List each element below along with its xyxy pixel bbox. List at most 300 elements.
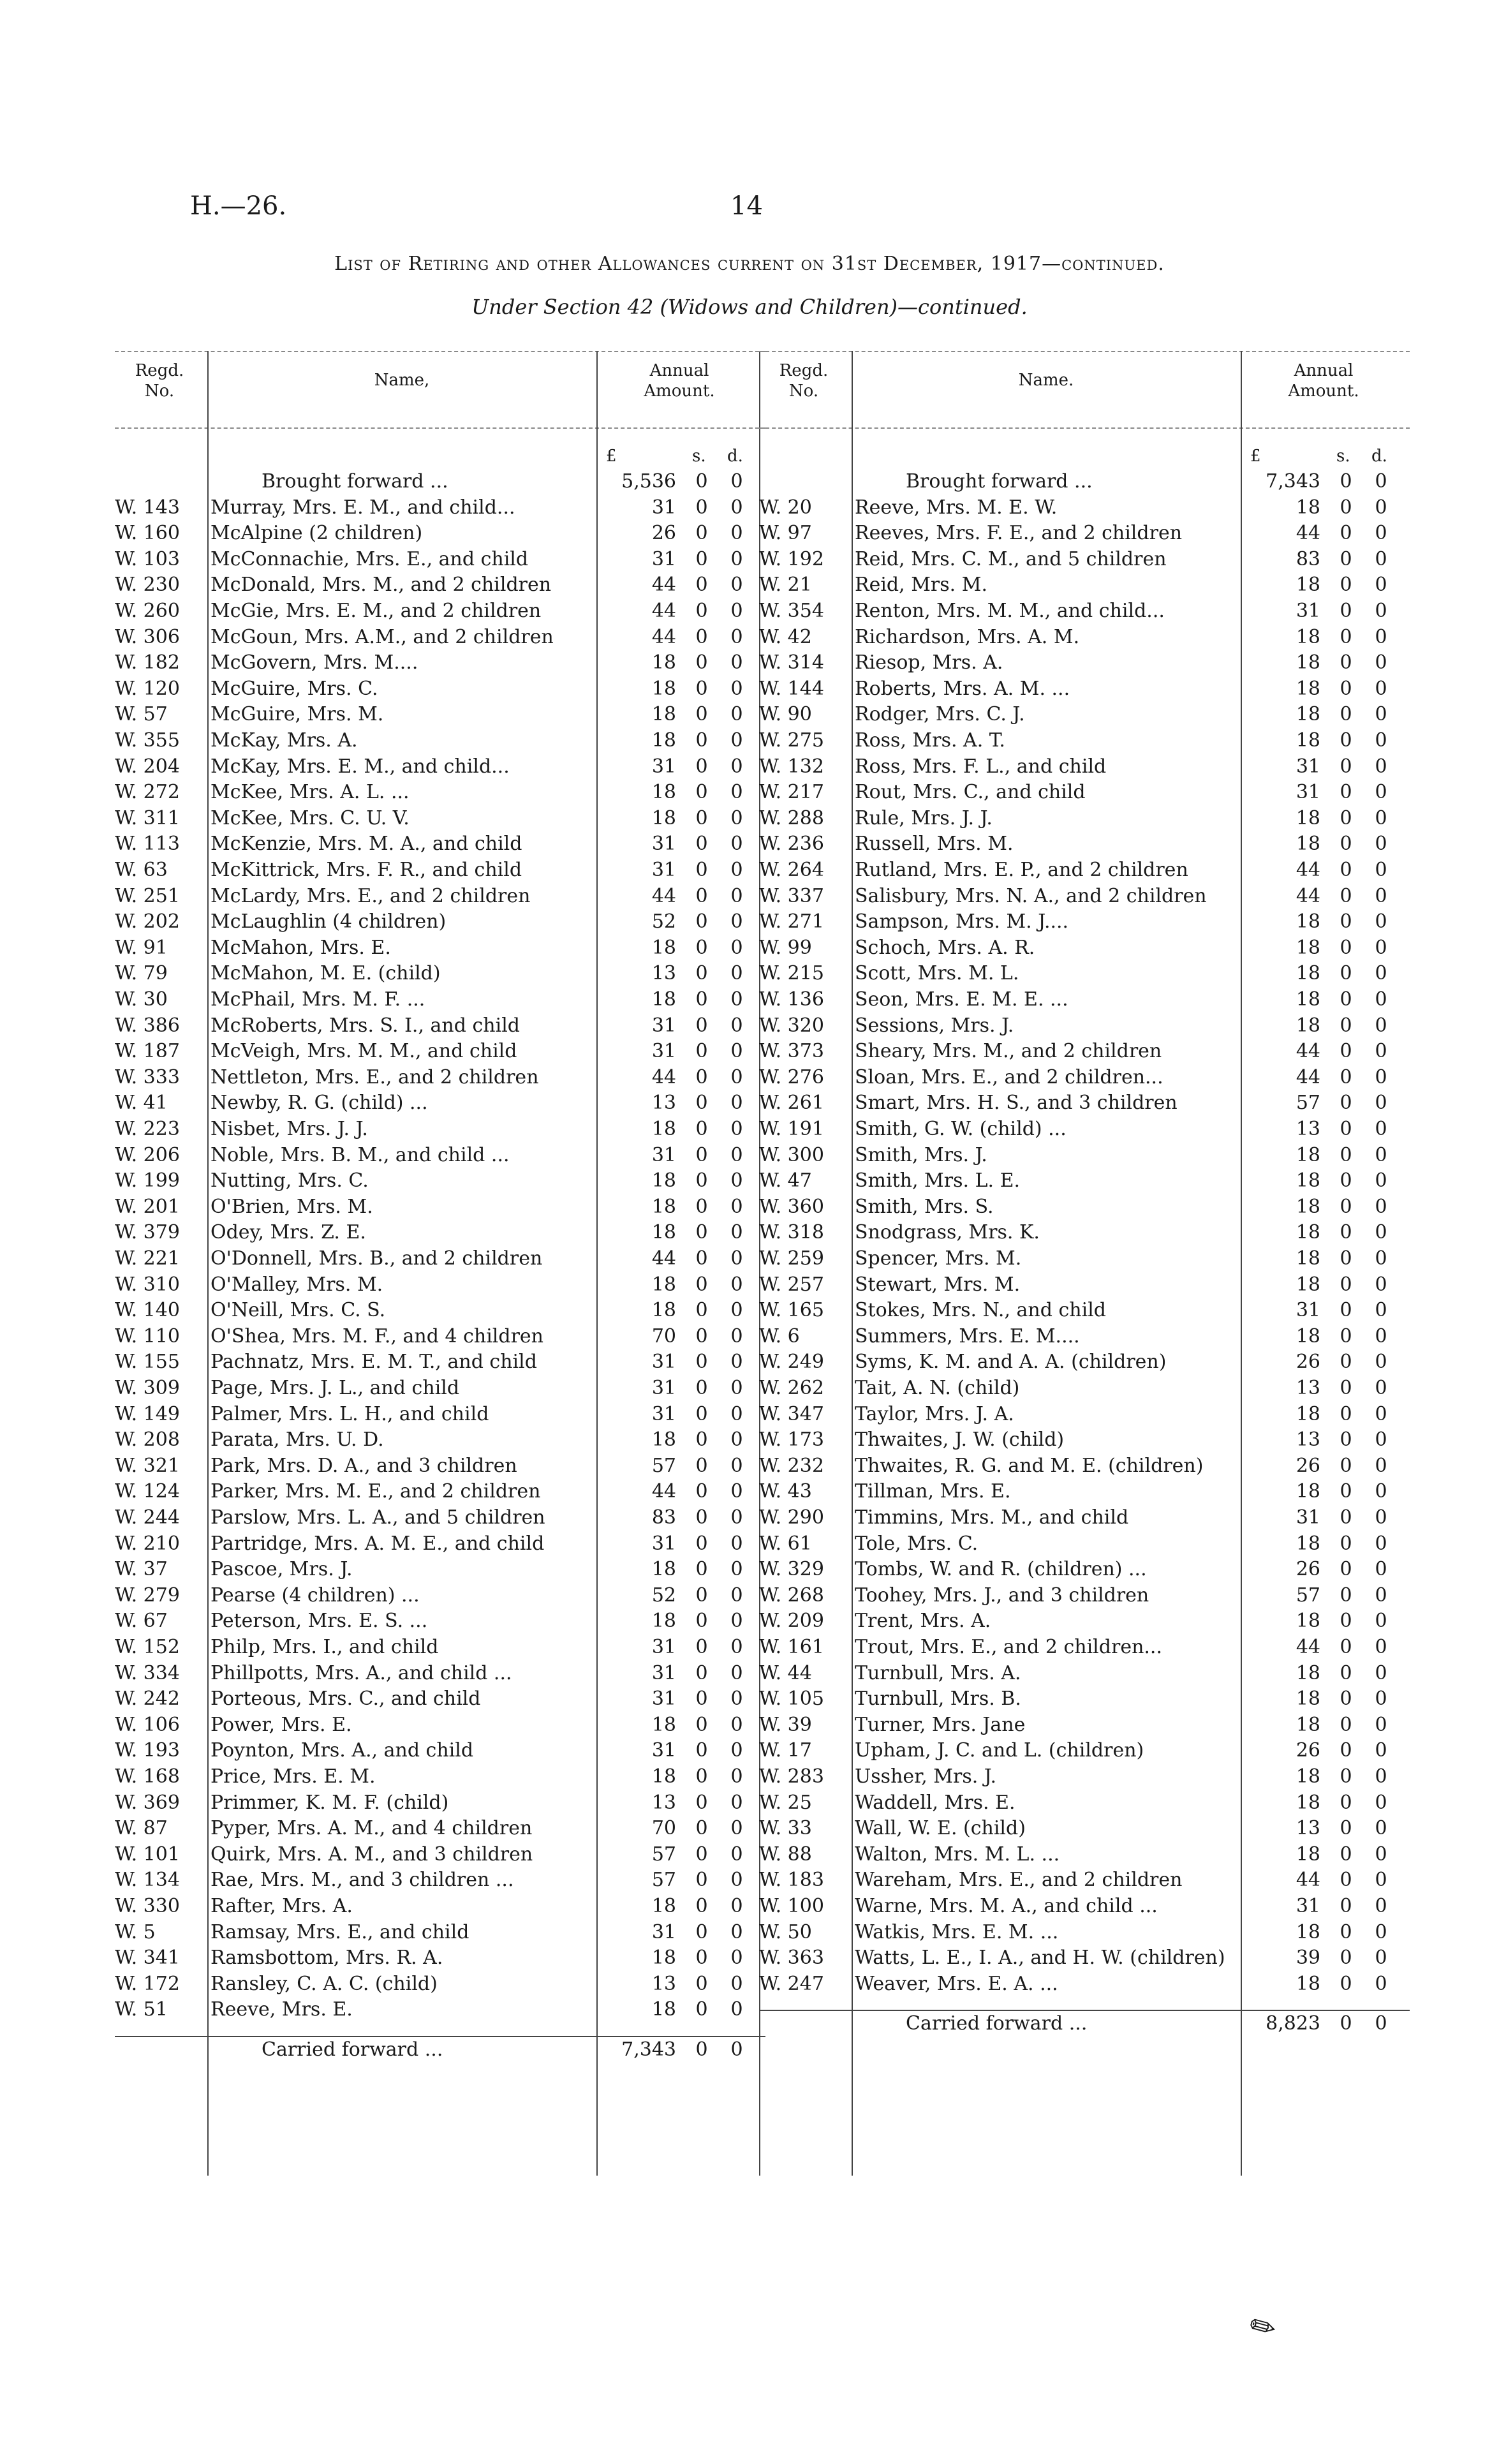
- amount-shillings: 0: [695, 1454, 708, 1477]
- amount-pence: 0: [1375, 1325, 1387, 1347]
- table-row: [115, 1790, 765, 1816]
- amount-pounds: 44: [1296, 522, 1320, 545]
- amount-shillings: 0: [1340, 806, 1352, 829]
- amount-shillings: 0: [695, 1040, 708, 1063]
- amount-pence: 0: [1375, 806, 1387, 829]
- amount-shillings: 0: [695, 1791, 708, 1814]
- allowee-name: Tait, A. N. (child): [855, 1377, 1020, 1399]
- amount-shillings: 0: [695, 1558, 708, 1581]
- amount-pence: 0: [730, 859, 743, 881]
- table-row: [115, 1505, 765, 1531]
- regd-number: W. 330: [115, 1895, 180, 1917]
- amount-pence: 0: [1375, 781, 1387, 804]
- amount-pounds: 18: [1296, 1402, 1320, 1425]
- regd-number: W. 320: [759, 1014, 824, 1037]
- allowee-name: Peterson, Mrs. E. S. ...: [210, 1610, 428, 1633]
- regd-number: W. 355: [115, 729, 180, 752]
- table-row: [115, 1712, 765, 1738]
- allowee-name: Turnbull, Mrs. B.: [855, 1688, 1021, 1711]
- table-row: [759, 1349, 1410, 1375]
- regd-number: W. 310: [115, 1273, 180, 1296]
- amount-shillings: 0: [695, 1688, 708, 1711]
- allowee-name: McGovern, Mrs. M....: [210, 651, 418, 674]
- regd-number: W. 363: [759, 1947, 824, 1970]
- amount-pounds: 13: [651, 1791, 676, 1814]
- allowee-name: O'Neill, Mrs. C. S.: [210, 1299, 386, 1322]
- pound-unit: £: [606, 447, 617, 466]
- regd-number: W. 79: [115, 962, 168, 985]
- amount-shillings: 0: [1340, 1325, 1352, 1347]
- amount-pence: 0: [730, 1843, 743, 1866]
- regd-number: W. 379: [115, 1221, 180, 1244]
- regd-number: W. 341: [115, 1947, 180, 1970]
- amount-pence: 0: [1375, 1972, 1387, 1995]
- amount-shillings: 0: [695, 1998, 708, 2021]
- allowee-name: Rule, Mrs. J. J.: [855, 806, 993, 829]
- table-row: [115, 1220, 765, 1245]
- regd-number: W. 249: [759, 1351, 824, 1374]
- allowee-name: Stewart, Mrs. M.: [855, 1273, 1021, 1296]
- table-row: [115, 1479, 765, 1504]
- allowee-name: Smith, Mrs. L. E.: [855, 1169, 1020, 1192]
- amount-pounds: 18: [1296, 574, 1320, 597]
- regd-number: W. 257: [759, 1273, 824, 1296]
- table-row: [115, 1816, 765, 1841]
- regd-number: W. 21: [759, 574, 812, 597]
- regd-number: W. 149: [115, 1402, 180, 1425]
- amount-shillings: 0: [1340, 1065, 1352, 1088]
- amount-pence: 0: [730, 574, 743, 597]
- amount-shillings: 0: [1340, 1584, 1352, 1607]
- table-row: [759, 650, 1410, 676]
- amount-pence: 0: [1375, 1947, 1387, 1970]
- amount-shillings: 0: [1340, 1661, 1352, 1684]
- amount-pence: 0: [1375, 1402, 1387, 1425]
- amount-shillings: 0: [1340, 1688, 1352, 1711]
- amount-pounds: 18: [1296, 1661, 1320, 1684]
- amount-shillings: 0: [695, 755, 708, 778]
- allowee-name: Ussher, Mrs. J.: [855, 1765, 997, 1788]
- allowee-name: Walton, Mrs. M. L. ...: [855, 1843, 1060, 1866]
- pence-unit: d.: [1371, 447, 1387, 466]
- regd-number: W. 155: [115, 1351, 180, 1374]
- regd-number: W. 204: [115, 755, 180, 778]
- table-row: [115, 1945, 765, 1971]
- amount-shillings: 0: [695, 522, 708, 545]
- amount-pounds: 31: [651, 547, 676, 570]
- amount-shillings: 0: [695, 1299, 708, 1322]
- amount-pence: 0: [1375, 1688, 1387, 1711]
- allowee-name: Turnbull, Mrs. A.: [855, 1661, 1021, 1684]
- carried-forward-label: Carried forward ...: [262, 2038, 443, 2061]
- table-row: [759, 676, 1410, 702]
- amount-pence: 0: [1375, 755, 1387, 778]
- amount-pence: 0: [1375, 1765, 1387, 1788]
- amount-pence: 0: [1375, 574, 1387, 597]
- amount-pounds: 31: [651, 1920, 676, 1943]
- amount-shillings: 0: [1340, 1299, 1352, 1322]
- amount-pence: 0: [730, 1014, 743, 1037]
- allowee-name: Rafter, Mrs. A.: [210, 1895, 353, 1917]
- amount-pounds: 18: [651, 1947, 676, 1970]
- table-row: [115, 987, 765, 1013]
- amount-pence: 0: [1375, 2012, 1387, 2035]
- regd-number: W. 33: [759, 1817, 812, 1840]
- amount-shillings: 0: [695, 806, 708, 829]
- amount-shillings: 0: [1340, 1636, 1352, 1658]
- amount-shillings: 0: [695, 1765, 708, 1788]
- amount-pence: 0: [730, 729, 743, 752]
- table-row: [759, 1608, 1410, 1634]
- amount-pence: 0: [730, 1325, 743, 1347]
- regd-number: W. 191: [759, 1118, 824, 1140]
- amount-shillings: 0: [1340, 1947, 1352, 1970]
- table-row: [759, 1168, 1410, 1194]
- allowee-name: Rout, Mrs. C., and child: [855, 781, 1086, 804]
- allowee-name: Riesop, Mrs. A.: [855, 651, 1003, 674]
- table-row: [115, 806, 765, 831]
- regd-number: W. 201: [115, 1195, 180, 1218]
- regd-number: W. 39: [759, 1713, 812, 1736]
- regd-number: W. 17: [759, 1739, 812, 1762]
- name-header: Name,: [374, 371, 430, 390]
- regd-number: W. 41: [115, 1092, 168, 1115]
- regd-number: W. 42: [759, 625, 812, 648]
- annual-amount-header: Annual Amount.: [644, 361, 715, 401]
- table-row: [759, 806, 1410, 831]
- regd-number: W. 221: [115, 1247, 180, 1270]
- amount-shillings: 0: [695, 470, 708, 493]
- allowee-name: McKee, Mrs. A. L. ...: [210, 781, 410, 804]
- amount-shillings: 0: [695, 625, 708, 648]
- amount-shillings: 0: [1340, 1480, 1352, 1503]
- amount-shillings: 0: [695, 962, 708, 985]
- amount-shillings: 0: [695, 1895, 708, 1917]
- amount-shillings: 0: [695, 1195, 708, 1218]
- allowee-name: McLardy, Mrs. E., and 2 children: [210, 884, 531, 907]
- table-row: [759, 909, 1410, 935]
- amount-shillings: 0: [695, 1584, 708, 1607]
- allowee-name: McGoun, Mrs. A.M., and 2 children: [210, 625, 554, 648]
- amount-shillings: 0: [695, 574, 708, 597]
- regd-number: W. 6: [759, 1325, 800, 1347]
- amount-shillings: 0: [1340, 1895, 1352, 1917]
- amount-pence: 0: [1375, 1221, 1387, 1244]
- amount-pounds: 31: [651, 1739, 676, 1762]
- name-header: Name.: [1018, 371, 1074, 390]
- amount-pounds: 70: [651, 1325, 676, 1347]
- amount-shillings: 0: [1340, 1143, 1352, 1166]
- amount-pence: 0: [730, 1299, 743, 1322]
- amount-pence: 0: [1375, 1454, 1387, 1477]
- amount-shillings: 0: [695, 1092, 708, 1115]
- regd-number: W. 354: [759, 600, 824, 622]
- amount-pounds: 18: [651, 703, 676, 726]
- amount-pounds: 18: [1296, 936, 1320, 959]
- table-row: [759, 1790, 1410, 1816]
- amount-shillings: 0: [1340, 1532, 1352, 1555]
- table-row: [759, 857, 1410, 883]
- allowee-name: Parata, Mrs. U. D.: [210, 1429, 384, 1451]
- amount-pence: 0: [1375, 859, 1387, 881]
- allowee-name: Primmer, K. M. F. (child): [210, 1791, 449, 1814]
- regd-number: W. 173: [759, 1429, 824, 1451]
- regd-number: W. 136: [759, 988, 824, 1011]
- amount-pence: 0: [1375, 1713, 1387, 1736]
- regd-number: W. 290: [759, 1506, 824, 1529]
- amount-shillings: 0: [695, 1143, 708, 1166]
- allowee-name: Pachnatz, Mrs. E. M. T., and child: [210, 1351, 537, 1374]
- allowee-name: Palmer, Mrs. L. H., and child: [210, 1402, 489, 1425]
- table-row: [759, 1894, 1410, 1919]
- regd-number: W. 199: [115, 1169, 180, 1192]
- amount-pounds: 18: [651, 1221, 676, 1244]
- table-row: [115, 728, 765, 753]
- amount-pence: 0: [730, 1947, 743, 1970]
- allowee-name: Snodgrass, Mrs. K.: [855, 1221, 1040, 1244]
- amount-shillings: 0: [1340, 470, 1352, 493]
- amount-pounds: 18: [651, 936, 676, 959]
- brought-forward-row: [115, 469, 765, 494]
- amount-shillings: 0: [1340, 522, 1352, 545]
- amount-shillings: 0: [695, 884, 708, 907]
- table-row: [759, 987, 1410, 1013]
- amount-pence: 0: [730, 1713, 743, 1736]
- amount-shillings: 0: [1340, 1920, 1352, 1943]
- regd-number: W. 369: [115, 1791, 180, 1814]
- amount-pence: 0: [730, 1454, 743, 1477]
- table-row: [759, 1246, 1410, 1272]
- amount-shillings: 0: [695, 1636, 708, 1658]
- amount-shillings: 0: [1340, 1040, 1352, 1063]
- allowee-name: Odey, Mrs. Z. E.: [210, 1221, 366, 1244]
- amount-pounds: 18: [1296, 1221, 1320, 1244]
- amount-pence: 0: [730, 1247, 743, 1270]
- regd-number: W. 386: [115, 1014, 180, 1037]
- allowee-name: Noble, Mrs. B. M., and child ...: [210, 1143, 510, 1166]
- regd-number: W. 210: [115, 1532, 180, 1555]
- allowee-name: Thwaites, J. W. (child): [855, 1429, 1065, 1451]
- allowee-name: McDonald, Mrs. M., and 2 children: [210, 574, 552, 597]
- amount-pounds: 13: [1296, 1118, 1320, 1140]
- amount-pounds: 18: [1296, 729, 1320, 752]
- amount-pounds: 18: [1296, 703, 1320, 726]
- amount-pounds: 44: [651, 574, 676, 597]
- table-row: [115, 1971, 765, 1997]
- table-row: [759, 521, 1410, 546]
- allowee-name: Reid, Mrs. C. M., and 5 children: [855, 547, 1167, 570]
- allowee-name: Roberts, Mrs. A. M. ...: [855, 677, 1070, 700]
- amount-pence: 0: [1375, 1429, 1387, 1451]
- amount-shillings: 0: [695, 1273, 708, 1296]
- amount-pounds: 26: [1296, 1351, 1320, 1374]
- amount-pence: 0: [1375, 1169, 1387, 1192]
- allowee-name: Ross, Mrs. A. T.: [855, 729, 1005, 752]
- amount-shillings: 0: [1340, 781, 1352, 804]
- amount-pounds: 5,536: [621, 470, 676, 493]
- allowee-name: McGie, Mrs. E. M., and 2 children: [210, 600, 542, 622]
- allowee-name: Taylor, Mrs. J. A.: [855, 1402, 1014, 1425]
- table-row: [759, 495, 1410, 521]
- amount-shillings: 0: [695, 1377, 708, 1399]
- amount-shillings: 0: [1340, 1195, 1352, 1218]
- amount-shillings: 0: [695, 1014, 708, 1037]
- regd-number: W. 90: [759, 703, 812, 726]
- regd-number: W. 47: [759, 1169, 812, 1192]
- amount-shillings: 0: [695, 1402, 708, 1425]
- amount-pounds: 26: [1296, 1558, 1320, 1581]
- amount-pounds: 83: [1296, 547, 1320, 570]
- allowee-name: McPhail, Mrs. M. F. ...: [210, 988, 425, 1011]
- table-row: [759, 1867, 1410, 1893]
- regd-number: W. 314: [759, 651, 824, 674]
- amount-shillings: 0: [695, 1972, 708, 1995]
- allowee-name: Nettleton, Mrs. E., and 2 children: [210, 1065, 539, 1088]
- table-row: [759, 702, 1410, 727]
- amount-shillings: 0: [695, 1947, 708, 1970]
- amount-pounds: 18: [651, 781, 676, 804]
- allowances-table-left: [115, 332, 765, 2176]
- amount-pounds: 83: [651, 1506, 676, 1529]
- table-row: [759, 1220, 1410, 1245]
- regd-number: W. 244: [115, 1506, 180, 1529]
- amount-pounds: 18: [1296, 1143, 1320, 1166]
- amount-pounds: 31: [1296, 755, 1320, 778]
- amount-pounds: 44: [1296, 1040, 1320, 1063]
- amount-pence: 0: [1375, 1065, 1387, 1088]
- table-row: [759, 572, 1410, 598]
- allowances-table-right: [759, 332, 1410, 2176]
- amount-pounds: 18: [651, 1558, 676, 1581]
- regd-number: W. 309: [115, 1377, 180, 1399]
- amount-shillings: 0: [695, 1713, 708, 1736]
- table-row: [759, 1298, 1410, 1323]
- table-row: [115, 1143, 765, 1168]
- table-row: [759, 728, 1410, 753]
- amount-pence: 0: [1375, 1040, 1387, 1063]
- amount-pence: 0: [730, 1065, 743, 1088]
- allowee-name: Trout, Mrs. E., and 2 children...: [855, 1636, 1163, 1658]
- allowee-name: Parslow, Mrs. L. A., and 5 children: [210, 1506, 545, 1529]
- amount-pounds: 31: [651, 1688, 676, 1711]
- table-top-rule: [759, 351, 1410, 352]
- amount-pence: 0: [730, 1273, 743, 1296]
- allowee-name: Pearse (4 children) ...: [210, 1584, 420, 1607]
- allowee-name: Syms, K. M. and A. A. (children): [855, 1351, 1167, 1374]
- amount-pence: 0: [730, 1195, 743, 1218]
- amount-pounds: 18: [1296, 651, 1320, 674]
- allowee-name: McConnachie, Mrs. E., and child: [210, 547, 529, 570]
- regd-number: W. 37: [115, 1558, 168, 1581]
- table-top-rule: [115, 351, 765, 352]
- regd-number: W. 172: [115, 1972, 180, 1995]
- amount-pence: 0: [730, 1817, 743, 1840]
- regd-number: W. 192: [759, 547, 824, 570]
- amount-shillings: 0: [695, 1325, 708, 1347]
- regd-number: W. 223: [115, 1118, 180, 1140]
- page-number: 14: [730, 191, 763, 221]
- amount-shillings: 0: [1340, 859, 1352, 881]
- amount-pounds: 18: [1296, 962, 1320, 985]
- amount-pounds: 70: [651, 1817, 676, 1840]
- amount-pounds: 52: [651, 910, 676, 933]
- table-row: [115, 1920, 765, 1945]
- amount-pounds: 18: [1296, 1532, 1320, 1555]
- amount-shillings: 0: [695, 833, 708, 856]
- regd-number: W. 333: [115, 1065, 180, 1088]
- amount-shillings: 0: [1340, 729, 1352, 752]
- amount-pounds: 31: [651, 1661, 676, 1684]
- allowee-name: McRoberts, Mrs. S. I., and child: [210, 1014, 520, 1037]
- regd-number: W. 160: [115, 522, 180, 545]
- amount-pounds: 31: [1296, 600, 1320, 622]
- amount-pounds: 52: [651, 1584, 676, 1607]
- regd-number: W. 124: [115, 1480, 180, 1503]
- table-row: [759, 1505, 1410, 1531]
- table-row: [759, 1764, 1410, 1790]
- allowee-name: Summers, Mrs. E. M....: [855, 1325, 1080, 1347]
- amount-pounds: 18: [1296, 1920, 1320, 1943]
- amount-pounds: 18: [651, 988, 676, 1011]
- amount-shillings: 0: [1340, 1713, 1352, 1736]
- amount-pence: 0: [1375, 677, 1387, 700]
- amount-shillings: 0: [1340, 600, 1352, 622]
- amount-shillings: 0: [1340, 833, 1352, 856]
- amount-pence: 0: [1375, 651, 1387, 674]
- allowee-name: Reid, Mrs. M.: [855, 574, 987, 597]
- amount-pounds: 31: [651, 1402, 676, 1425]
- allowee-name: Nutting, Mrs. C.: [210, 1169, 369, 1192]
- allowee-name: Sloan, Mrs. E., and 2 children...: [855, 1065, 1163, 1088]
- allowee-name: Watts, L. E., I. A., and H. W. (children): [855, 1947, 1225, 1970]
- amount-shillings: 0: [1340, 962, 1352, 985]
- amount-pounds: 18: [651, 1610, 676, 1633]
- amount-pence: 0: [1375, 884, 1387, 907]
- amount-pounds: 18: [651, 806, 676, 829]
- table-row: [115, 1764, 765, 1790]
- table-row: [115, 884, 765, 909]
- table-row: [759, 1842, 1410, 1867]
- table-row: [115, 1427, 765, 1453]
- table-row: [115, 1117, 765, 1142]
- amount-pounds: 57: [651, 1843, 676, 1866]
- regd-number: W. 134: [115, 1869, 180, 1892]
- table-row: [759, 1117, 1410, 1142]
- amount-shillings: 0: [695, 1843, 708, 1866]
- table-row: [759, 1090, 1410, 1116]
- amount-pence: 0: [730, 806, 743, 829]
- amount-pence: 0: [730, 910, 743, 933]
- table-row: [759, 1453, 1410, 1479]
- amount-shillings: 0: [695, 1869, 708, 1892]
- allowee-name: Wareham, Mrs. E., and 2 children: [855, 1869, 1183, 1892]
- amount-shillings: 0: [1340, 1118, 1352, 1140]
- amount-pounds: 44: [1296, 859, 1320, 881]
- regd-number: W. 321: [115, 1454, 180, 1477]
- regd-number: W. 259: [759, 1247, 824, 1270]
- allowee-name: McMahon, Mrs. E.: [210, 936, 391, 959]
- allowee-name: Wall, W. E. (child): [855, 1817, 1026, 1840]
- amount-shillings: 0: [695, 703, 708, 726]
- allowee-name: O'Shea, Mrs. M. F., and 4 children: [210, 1325, 543, 1347]
- amount-pounds: 18: [1296, 1247, 1320, 1270]
- amount-pounds: 18: [1296, 496, 1320, 519]
- amount-shillings: 0: [695, 1920, 708, 1943]
- amount-shillings: 0: [695, 1739, 708, 1762]
- amount-shillings: 0: [1340, 1610, 1352, 1633]
- amount-shillings: 0: [695, 936, 708, 959]
- amount-pence: 0: [730, 1377, 743, 1399]
